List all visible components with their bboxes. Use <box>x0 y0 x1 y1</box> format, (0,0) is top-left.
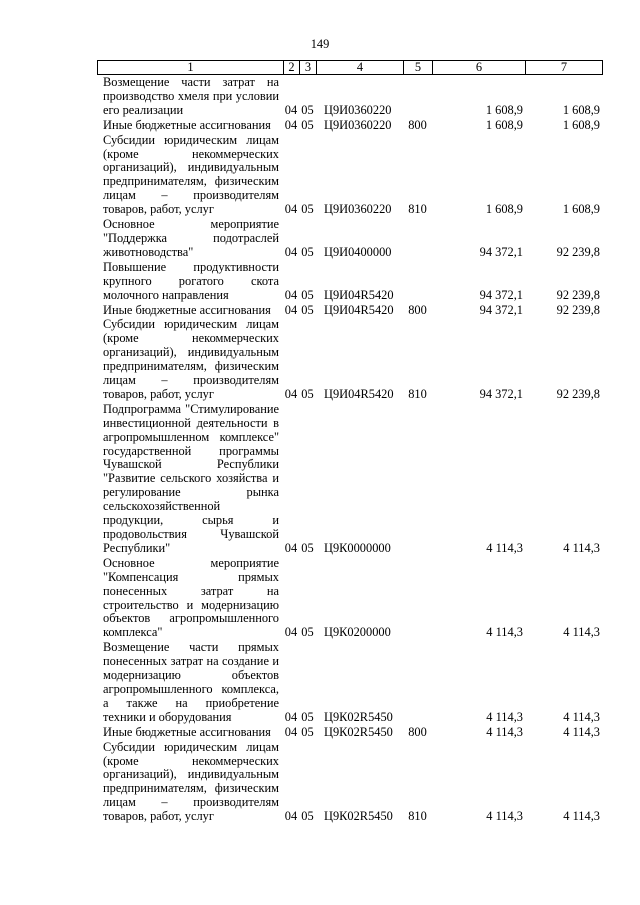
item-name: Иные бюджетные ассигнования <box>103 117 271 132</box>
subsection-code: 05 <box>301 709 314 724</box>
target-article-code: Ц9И0400000 <box>324 244 392 259</box>
table-row <box>97 260 602 303</box>
target-article-code: Ц9К02R5450 <box>324 809 393 824</box>
target-article-code: Ц9К02R5450 <box>324 724 393 739</box>
expense-type-code: 800 <box>408 302 427 317</box>
table-row <box>97 118 602 133</box>
subsection-code: 05 <box>301 202 314 217</box>
amount-col-6: 94 372,1 <box>479 287 523 302</box>
subsection-code: 05 <box>301 724 314 739</box>
amount-col-7: 4 114,3 <box>563 809 600 824</box>
amount-col-6: 1 608,9 <box>485 102 523 117</box>
target-article-code: Ц9К0000000 <box>324 540 391 555</box>
item-name: Подпрограмма "Стимулирование инвестиционной деятельности в агропромышленном комплексе" государственной программы Чувашской Республики "Развитие сельского хозяйства и регулирование рынка сельскохозяйственной продукции, сырья и продовольствия Чувашской Республики" <box>103 401 279 555</box>
subsection-code: 05 <box>301 102 314 117</box>
expense-type-code: 800 <box>408 724 427 739</box>
section-code: 04 <box>284 386 298 401</box>
amount-col-7: 4 114,3 <box>563 709 600 724</box>
item-name: Основное мероприятие "Поддержка подотраслей животноводства" <box>103 217 279 259</box>
header-col-3: 3 <box>300 61 317 75</box>
table-row <box>97 217 602 260</box>
amount-col-6: 4 114,3 <box>486 709 523 724</box>
table-row <box>97 133 602 217</box>
amount-col-7: 1 608,9 <box>562 202 600 217</box>
table-row <box>97 402 602 556</box>
expense-type-code: 810 <box>408 809 427 824</box>
table-row <box>97 556 602 640</box>
expense-type-code <box>403 640 432 724</box>
amount-col-6: 94 372,1 <box>479 302 523 317</box>
item-name: Основное мероприятие "Компенсация прямых понесенных затрат на строительство и модернизацию объектов агропромышленного комплекса" <box>103 555 279 640</box>
target-article-code: Ц9К0200000 <box>324 625 391 640</box>
header-row <box>98 61 603 75</box>
subsection-code: 05 <box>301 117 314 132</box>
item-name: Возмещение части затрат на производство хмеля при условии его реализации <box>103 75 279 117</box>
expense-type-code <box>403 556 432 640</box>
amount-col-7: 92 239,8 <box>556 287 600 302</box>
amount-col-7: 92 239,8 <box>556 244 600 259</box>
section-code: 04 <box>284 102 298 117</box>
header-col-5: 5 <box>404 61 433 75</box>
amount-col-6: 1 608,9 <box>485 202 523 217</box>
target-article-code: Ц9И0360220 <box>324 102 392 117</box>
header-col-7: 7 <box>526 61 603 75</box>
item-name: Возмещение части прямых понесенных затрат на создание и модернизацию объектов агропромышленного комплекса, а также на приобретение техники и оборудования <box>103 640 279 724</box>
target-article-code: Ц9К02R5450 <box>324 709 393 724</box>
amount-col-7: 1 608,9 <box>562 102 600 117</box>
target-article-code: Ц9И0360220 <box>324 117 392 132</box>
target-article-code: Ц9И04R5420 <box>324 302 394 317</box>
amount-col-7: 4 114,3 <box>563 625 600 640</box>
header-col-4: 4 <box>317 61 404 75</box>
subsection-code: 05 <box>301 625 314 640</box>
table-row <box>97 725 602 740</box>
expense-type-code: 810 <box>408 202 427 217</box>
section-code: 04 <box>284 202 298 217</box>
subsection-code: 05 <box>301 386 314 401</box>
expense-type-code: 800 <box>408 117 427 132</box>
expense-type-code <box>403 402 432 556</box>
item-name: Субсидии юридическим лицам (кроме некоммерческих организаций), индивидуальным предпринимателям, физическим лицам – производителям товаров, работ, услуг <box>103 317 279 401</box>
expense-type-code: 810 <box>408 386 427 401</box>
section-code: 04 <box>284 117 298 132</box>
expense-type-code <box>403 217 432 260</box>
expense-type-code <box>403 260 432 303</box>
section-code: 04 <box>284 287 298 302</box>
section-code: 04 <box>284 302 298 317</box>
header-col-6: 6 <box>433 61 526 75</box>
expense-type-code <box>403 75 432 118</box>
amount-col-7: 1 608,9 <box>562 117 600 132</box>
section-code: 04 <box>284 244 298 259</box>
item-name: Субсидии юридическим лицам (кроме некоммерческих организаций), индивидуальным предпринимателям, физическим лицам – производителям товаров, работ, услуг <box>103 132 279 217</box>
column-number-header <box>97 60 603 75</box>
amount-col-7: 4 114,3 <box>563 724 600 739</box>
budget-table <box>97 75 602 824</box>
table-row <box>97 640 602 724</box>
table-row <box>97 317 602 401</box>
subsection-code: 05 <box>301 244 314 259</box>
subsection-code: 05 <box>301 287 314 302</box>
section-code: 04 <box>284 724 298 739</box>
amount-col-6: 4 114,3 <box>486 724 523 739</box>
item-name: Повышение продуктивности крупного рогатого скота молочного направления <box>103 259 279 302</box>
subsection-code: 05 <box>301 809 314 824</box>
amount-col-6: 4 114,3 <box>486 809 523 824</box>
section-code: 04 <box>284 540 298 555</box>
amount-col-7: 92 239,8 <box>556 302 600 317</box>
header-col-2: 2 <box>284 61 300 75</box>
amount-col-6: 94 372,1 <box>479 244 523 259</box>
section-code: 04 <box>284 625 298 640</box>
amount-col-6: 94 372,1 <box>479 386 523 401</box>
item-name: Иные бюджетные ассигнования <box>103 302 271 317</box>
amount-col-7: 92 239,8 <box>556 386 600 401</box>
amount-col-6: 4 114,3 <box>486 540 523 555</box>
table-row <box>97 75 602 118</box>
amount-col-6: 1 608,9 <box>485 117 523 132</box>
header-col-1: 1 <box>98 61 284 75</box>
target-article-code: Ц9И0360220 <box>324 202 392 217</box>
target-article-code: Ц9И04R5420 <box>324 287 394 302</box>
table-row <box>97 303 602 318</box>
table-row <box>97 740 602 824</box>
subsection-code: 05 <box>301 540 314 555</box>
amount-col-7: 4 114,3 <box>563 540 600 555</box>
section-code: 04 <box>284 809 298 824</box>
section-code: 04 <box>284 709 298 724</box>
subsection-code: 05 <box>301 302 314 317</box>
item-name: Субсидии юридическим лицам (кроме некоммерческих организаций), индивидуальным предпринимателям, физическим лицам – производителям товаров, работ, услуг <box>103 739 279 824</box>
page-number: 149 <box>310 37 330 51</box>
item-name: Иные бюджетные ассигнования <box>103 724 271 739</box>
target-article-code: Ц9И04R5420 <box>324 386 394 401</box>
amount-col-6: 4 114,3 <box>486 625 523 640</box>
